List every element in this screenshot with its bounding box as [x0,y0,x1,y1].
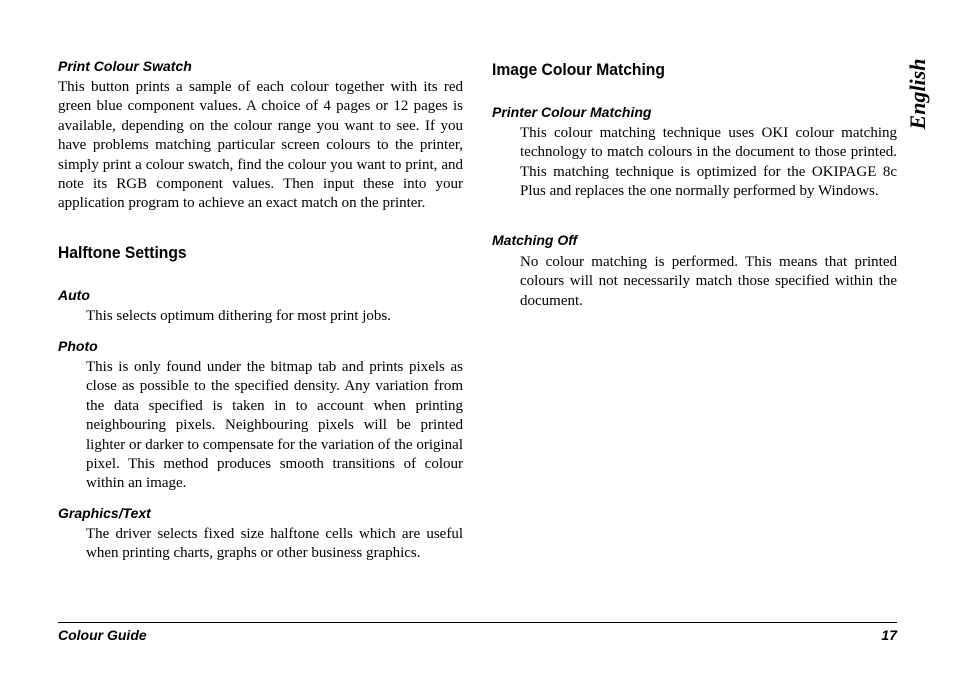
matching-off-body: No colour matching is performed. This means that printed colours will not necessarily match those specified within the document. [520,254,897,309]
halftone-settings-heading: Halftone Settings [58,243,187,262]
language-side-tab [904,54,932,134]
footer-divider [58,622,897,623]
printer-colour-matching-body: This colour matching technique uses OKI colour matching technology to match colours in the document to those printed. This matching technique is optimized for the OKIPAGE 8c Plus and replaces the one normally performed by Windows. [520,125,897,200]
matching-off-heading: Matching Off [492,232,578,248]
auto-heading: Auto [58,287,90,303]
page-number: 17 [881,627,897,643]
photo-body: This is only found under the bitmap tab and prints pixels as close as possible to the specified density. Any variation from the data specified is taken in to account when printing neighbouring pixels. Neighbouring pixels will be printed lighter or darker to compensate for the variation of the original pixel. This method produces smooth transitions of colour within an image. [86,359,463,492]
print-colour-swatch-heading: Print Colour Swatch [58,58,192,74]
photo-heading: Photo [58,338,98,354]
print-colour-swatch-body: This button prints a sample of each colour together with its red green blue component values. A choice of 4 pages or 12 pages is available, depending on the colour range you want to see. If you have problems matching particular screen colours to the printer, simply print a colour swatch, find the colour you want to print, and note its RGB component values. Then input these into your application program to achieve an exact match on the printer. [58,79,463,212]
printer-colour-matching-heading: Printer Colour Matching [492,104,652,120]
graphics-text-heading: Graphics/Text [58,505,151,521]
image-colour-matching-heading: Image Colour Matching [492,60,665,79]
auto-body: This selects optimum dithering for most print jobs. [86,308,391,324]
language-label: English [905,58,930,130]
footer-title: Colour Guide [58,627,147,643]
graphics-text-body: The driver selects fixed size halftone cells which are useful when printing charts, graphs or other business graphics. [86,526,463,562]
